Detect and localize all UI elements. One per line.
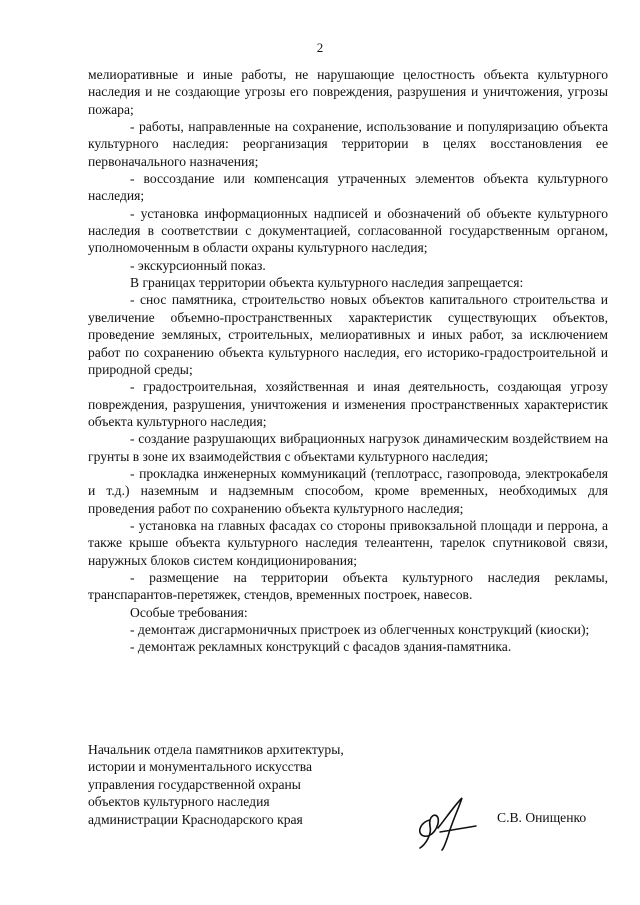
- special-requirements-heading: Особые требования:: [130, 604, 248, 620]
- list-item-utilities: - прокладка инженерных коммуникаций (теплотрасс, газопровода, электрокабеля и т.д.) наземным и надземным способом, кроме временных, необходимых для проведения работ по сохранению объекта культурного наследия;: [88, 465, 608, 516]
- position-line: управления государственной охраны: [88, 776, 301, 792]
- position-line: истории и монументального искусства: [88, 759, 313, 775]
- list-item-kiosks: - демонтаж дисгармоничных пристроек из облегченных конструкций (киоски);: [130, 622, 590, 637]
- page-number: 2: [316, 40, 324, 55]
- list-item-signage: - установка информационных надписей и обозначений об объекте культурного наследия в соответствии с документацией, согласованной государственным органом, уполномоченным в области охраны культурного наследия;: [88, 205, 608, 256]
- signatory-position: [88, 741, 388, 828]
- list-item-urban-activity: - градостроительная, хозяйственная и иная деятельность, создающая угрозу повреждения, разрушения, уничтожения и изменения пространственных характеристик объекта культурного наследия;: [88, 379, 608, 429]
- list-item-reconstruction: - воссоздание или компенсация утраченных элементов объекта культурного наследия;: [88, 171, 608, 204]
- position-line: объектов культурного наследия: [88, 794, 270, 810]
- document-body: [88, 66, 608, 656]
- paragraph-continuation: мелиоративные и иные работы, не нарушающие целостность объекта культурного наследия и не создающие угрозы его повреждения, разрушения и уничтожения, угрозы пожара;: [88, 67, 608, 117]
- list-item-demolition: - снос памятника, строительство новых объектов капитального строительства и увеличение объемно-пространственных характеристик существующих объектов, проведение земляных, строительных, мелиоративных и иных работ, за исключением работ по сохранению объекта культурного наследия, его историко-градостроительной и природной среды;: [88, 292, 608, 377]
- list-item-works: - работы, направленные на сохранение, использование и популяризацию объекта культурного наследия: реорганизация территории в целях восстановления ее первоначального назначения;: [88, 119, 608, 169]
- handwritten-signature: [410, 792, 480, 852]
- position-line: администрации Краснодарского края: [88, 811, 303, 827]
- list-item-vibration: - создание разрушающих вибрационных нагрузок динамическим воздействием на грунты в зоне их взаимодействия с объектами культурного наследия;: [88, 431, 608, 464]
- list-item-antennas: - установка на главных фасадах со стороны привокзальной площади и перрона, а также крыше объекта культурного наследия телеантенн, тарелок спутниковой связи, наружных блоков систем кондиционирования;: [88, 517, 608, 568]
- list-item-advertising: - размещение на территории объекта культурного наследия рекламы, транспарантов-перетяжек, стендов, временных построек, навесов.: [88, 569, 608, 603]
- position-line: Начальник отдела памятников архитектуры,: [88, 742, 344, 757]
- list-item-excursion: - экскурсионный показ.: [130, 257, 266, 273]
- signatory-name: С.В. Онищенко: [497, 810, 587, 825]
- prohibitions-heading: В границах территории объекта культурного наследия запрещается:: [130, 275, 524, 291]
- list-item-ad-structures: - демонтаж рекламных конструкций с фасадов здания-памятника.: [130, 639, 512, 655]
